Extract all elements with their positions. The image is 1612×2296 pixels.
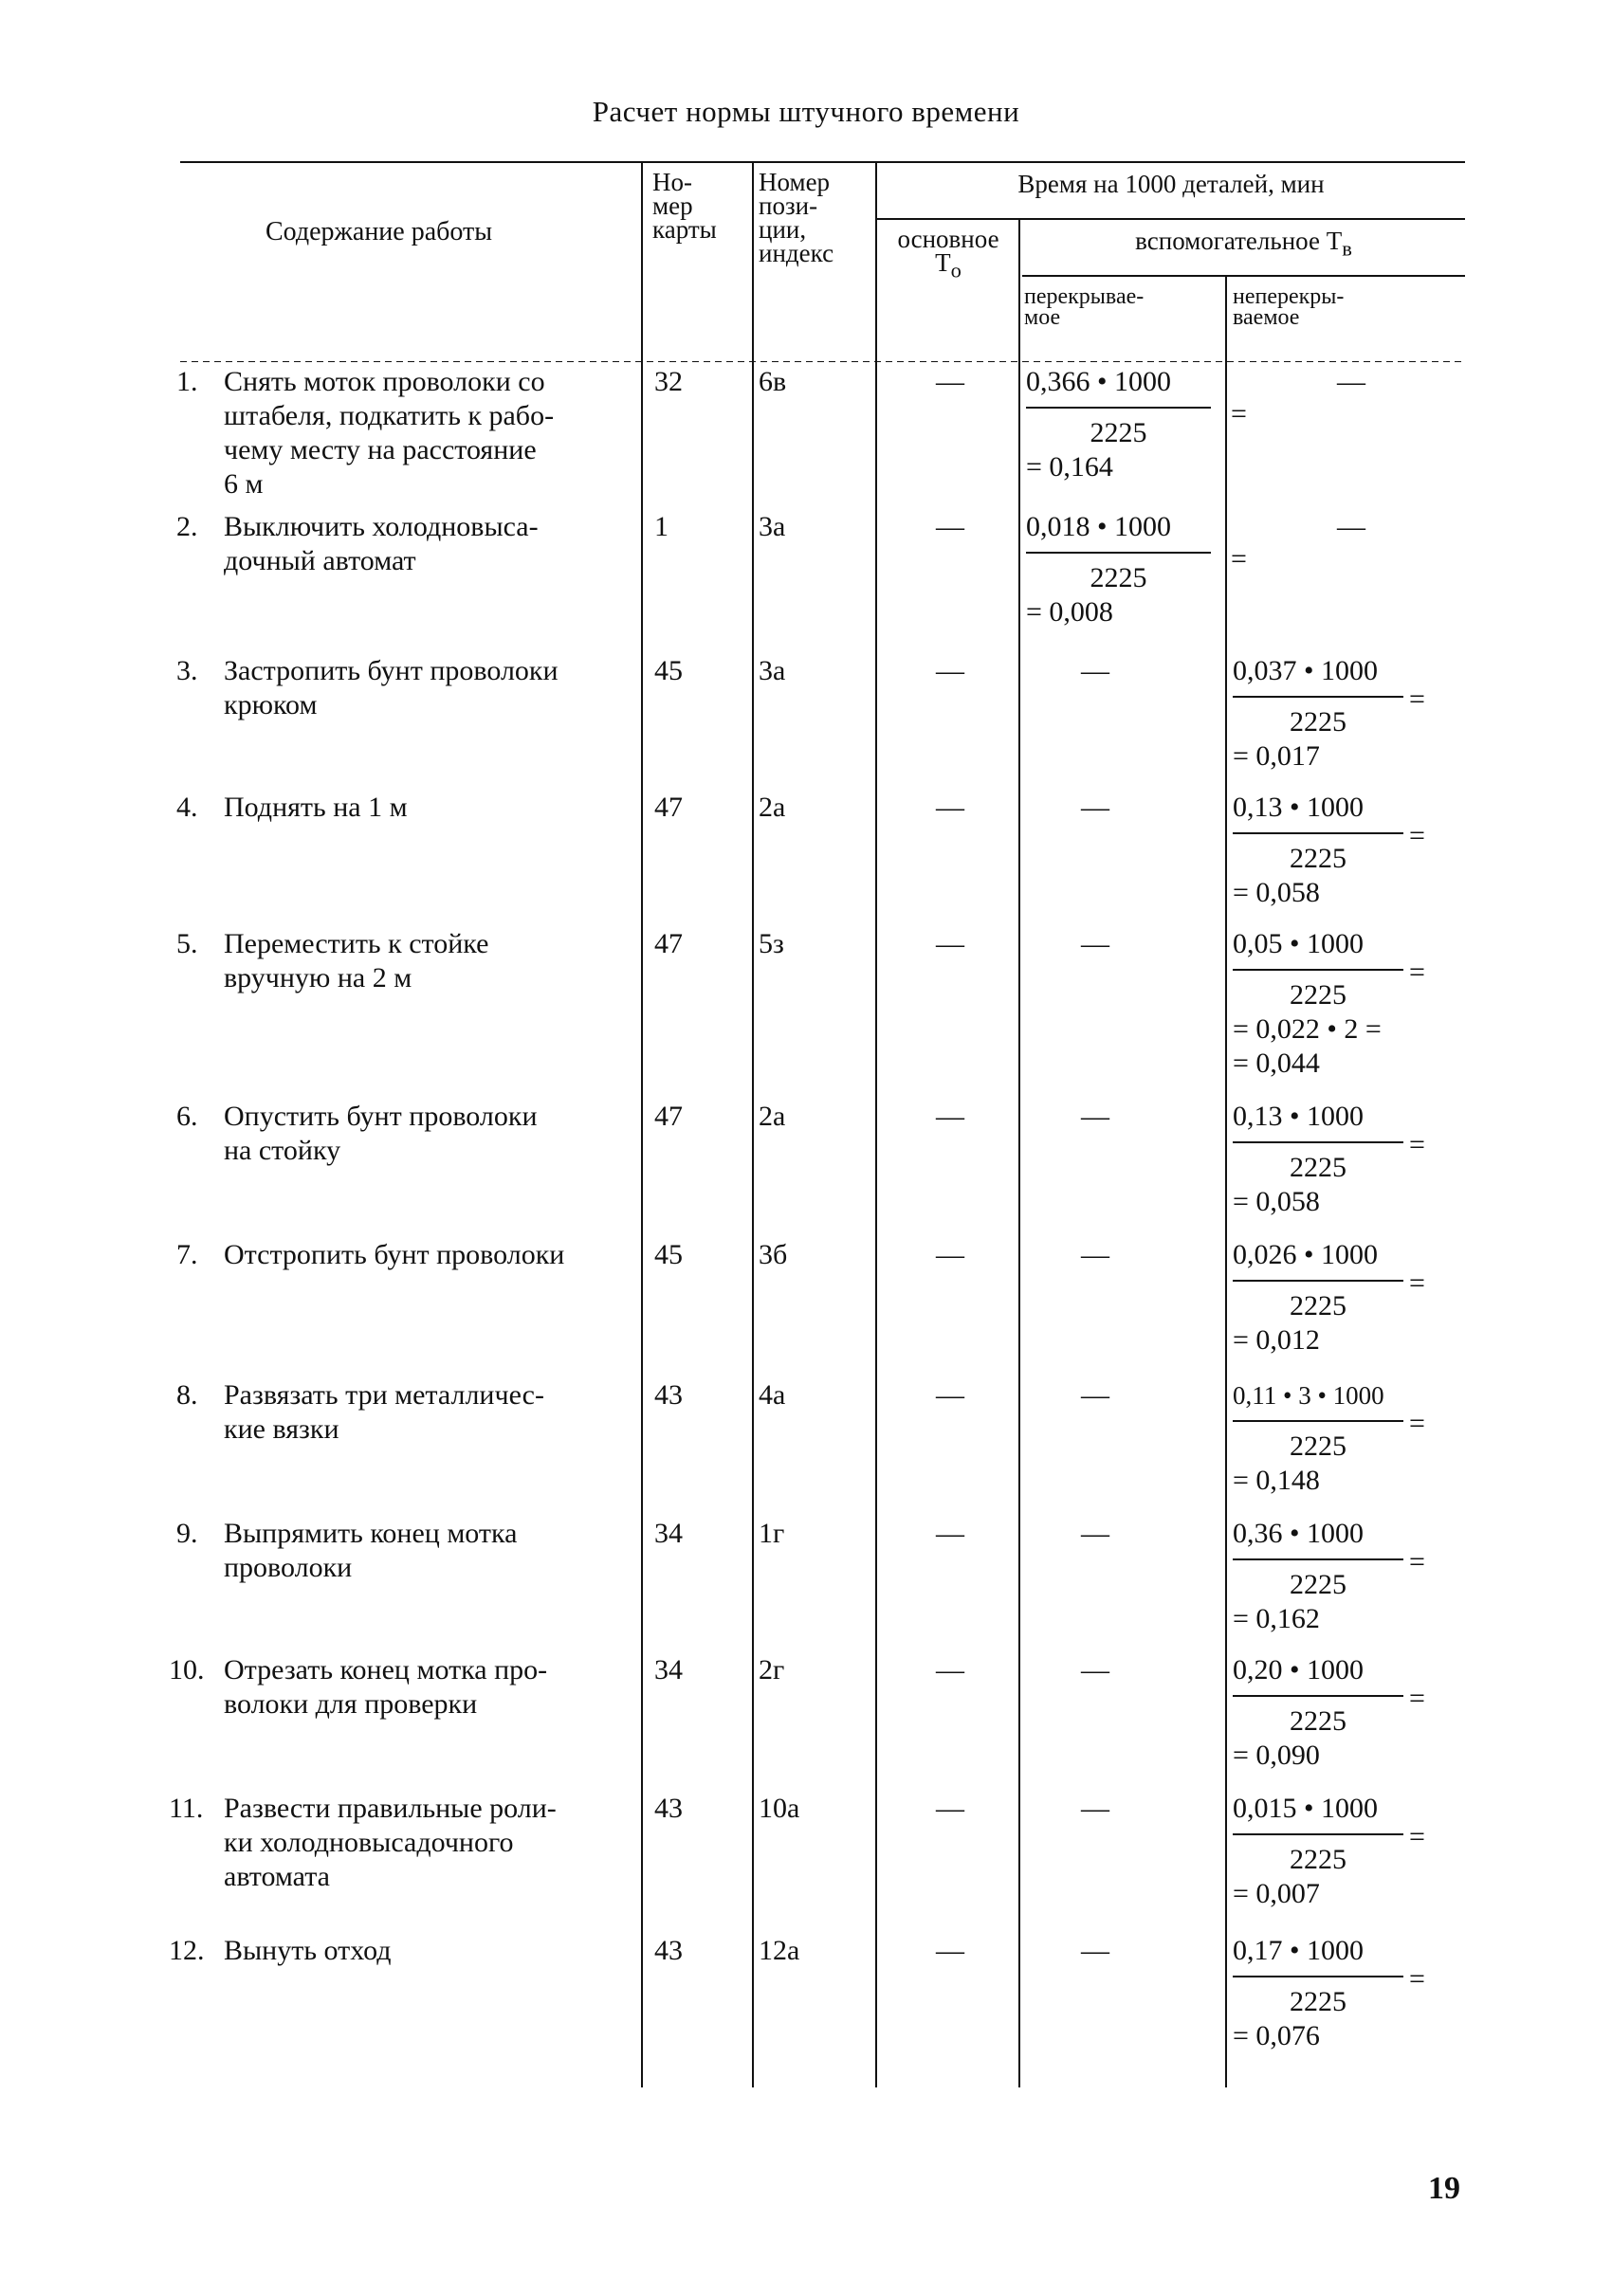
- formula-result: = 0,012: [1233, 1324, 1320, 1356]
- row-description: [224, 510, 649, 578]
- formula-bar: [1026, 407, 1211, 409]
- page-title: Расчет нормы штучного времени: [592, 95, 1020, 128]
- main-time: —: [936, 1518, 964, 1549]
- main-time: —: [936, 1654, 964, 1686]
- equals-sign: =: [1409, 683, 1425, 715]
- nonoverlap-formula: [1233, 1934, 1425, 2053]
- formula-numerator: 0,015 • 1000: [1233, 1793, 1379, 1824]
- row-description-line: кие вязки: [224, 1413, 339, 1445]
- row-description: [224, 654, 649, 722]
- row-description: [224, 1378, 649, 1447]
- formula-bar: [1233, 969, 1403, 971]
- header-pos-line4: индекс: [759, 239, 834, 267]
- formula-result: = 0,058: [1233, 877, 1320, 908]
- formula-result: = 0,058: [1233, 1186, 1320, 1217]
- formula-denominator: 2225: [1090, 417, 1147, 448]
- time-header-rule: [877, 218, 1465, 220]
- main-time: —: [936, 1101, 964, 1132]
- row-number: 10.: [169, 1654, 205, 1686]
- col-divider-pos: [752, 163, 754, 2087]
- formula-denominator: 2225: [1290, 979, 1346, 1011]
- formula-bar: [1233, 1695, 1403, 1697]
- equals-sign: =: [1231, 543, 1247, 574]
- overlap-time: —: [1081, 792, 1109, 823]
- row-number: 4.: [176, 792, 198, 823]
- header-main: [877, 225, 1019, 282]
- formula-result: = 0,008: [1026, 596, 1113, 628]
- formula-denominator: 2225: [1290, 1152, 1346, 1183]
- page-number: 19: [1428, 2171, 1460, 2206]
- row-number: 3.: [176, 655, 198, 686]
- row-number: 6.: [176, 1101, 198, 1132]
- nonoverlap-formula: [1233, 927, 1425, 1081]
- position-index: 4а: [759, 1379, 786, 1411]
- overlap-time: —: [1081, 1518, 1109, 1549]
- formula-bar: [1233, 1420, 1403, 1422]
- main-time: —: [936, 1935, 964, 1966]
- formula-numerator: 0,17 • 1000: [1233, 1935, 1365, 1966]
- table-top-rule: [180, 161, 1465, 163]
- row-number: 1.: [176, 366, 198, 397]
- main-time: —: [936, 655, 964, 686]
- header-pos-line1: Номер: [759, 168, 831, 196]
- overlap-time: —: [1081, 1101, 1109, 1132]
- position-index: 5з: [759, 928, 784, 959]
- nonoverlap-formula: [1233, 1517, 1425, 1636]
- formula-numerator: 0,018 • 1000: [1026, 511, 1172, 542]
- header-time: Время на 1000 деталей, мин: [1017, 170, 1325, 198]
- overlap-time: —: [1081, 928, 1109, 959]
- row-description: [224, 791, 649, 825]
- row-number: 7.: [176, 1239, 198, 1270]
- aux-header-rule: [1022, 275, 1465, 277]
- row-number: 2.: [176, 511, 198, 542]
- row-number: 11.: [169, 1793, 204, 1824]
- row-description: [224, 927, 649, 995]
- header-work: Содержание работы: [266, 217, 493, 246]
- row-description-line: дочный автомат: [224, 545, 416, 576]
- row-number: 8.: [176, 1379, 198, 1411]
- formula-numerator: 0,026 • 1000: [1233, 1239, 1379, 1270]
- row-description-line: Поднять на 1 м: [224, 792, 408, 823]
- formula-bar: [1026, 552, 1211, 554]
- formula-numerator: 0,11 • 3 • 1000: [1233, 1381, 1384, 1410]
- formula-denominator: 2225: [1290, 706, 1346, 738]
- header-pos-line3: ции,: [759, 215, 807, 244]
- formula-numerator: 0,366 • 1000: [1026, 366, 1172, 397]
- overlap-formula: [1026, 365, 1211, 484]
- equals-sign: =: [1409, 1408, 1425, 1439]
- position-index: 3б: [759, 1239, 788, 1270]
- main-time: —: [936, 366, 964, 397]
- header-main-sub: о: [950, 258, 962, 282]
- row-description-line: крюком: [224, 689, 318, 720]
- formula-numerator: 0,36 • 1000: [1233, 1518, 1365, 1549]
- position-index: 3а: [759, 511, 786, 542]
- main-time: —: [936, 928, 964, 959]
- row-description-line: Отстропить бунт проволоки: [224, 1239, 565, 1270]
- formula-denominator: 2225: [1290, 1986, 1346, 2017]
- formula-numerator: 0,13 • 1000: [1233, 792, 1365, 823]
- row-description-line: ки холодновысадочного: [224, 1827, 514, 1858]
- header-overlap-line1: перекрывае-: [1024, 284, 1145, 309]
- position-index: 6в: [759, 366, 787, 397]
- overlap-time: —: [1081, 1379, 1109, 1411]
- header-aux-sub: в: [1342, 236, 1352, 261]
- equals-sign: =: [1409, 1963, 1425, 1995]
- main-time: —: [936, 511, 964, 542]
- formula-numerator: 0,05 • 1000: [1233, 928, 1365, 959]
- card-number: 45: [654, 1239, 683, 1270]
- nonoverlap-formula: [1233, 791, 1425, 910]
- formula-result: = 0,090: [1233, 1740, 1320, 1771]
- header-nonoverlap-line2: ваемое: [1233, 305, 1300, 330]
- formula-result: = 0,148: [1233, 1465, 1320, 1496]
- row-description-line: Развести правильные роли-: [224, 1793, 557, 1824]
- position-index: 2а: [759, 1101, 786, 1132]
- row-number: 9.: [176, 1518, 198, 1549]
- equals-sign: =: [1409, 1267, 1425, 1299]
- row-description-line: Переместить к стойке: [224, 928, 489, 959]
- overlap-formula: [1026, 510, 1211, 629]
- nonoverlap-time: —: [1337, 366, 1365, 397]
- formula-numerator: 0,037 • 1000: [1233, 655, 1379, 686]
- overlap-time: —: [1081, 1793, 1109, 1824]
- equals-sign: =: [1409, 957, 1425, 988]
- formula-numerator: 0,20 • 1000: [1233, 1654, 1365, 1686]
- card-number: 45: [654, 655, 683, 686]
- overlap-time: —: [1081, 655, 1109, 686]
- card-number: 43: [654, 1793, 683, 1824]
- nonoverlap-formula: [1233, 1378, 1425, 1498]
- header-overlap-line2: мое: [1024, 305, 1061, 330]
- row-description-line: Застропить бунт проволоки: [224, 655, 559, 686]
- formula-result: = 0,007: [1233, 1878, 1320, 1909]
- equals-sign: =: [1409, 1683, 1425, 1714]
- equals-sign: =: [1409, 1546, 1425, 1577]
- position-index: 3а: [759, 655, 786, 686]
- row-description-line: автомата: [224, 1861, 330, 1892]
- row-description: [224, 1238, 649, 1272]
- formula-bar: [1233, 1280, 1403, 1282]
- card-number: 32: [654, 366, 683, 397]
- main-time: —: [936, 1793, 964, 1824]
- header-main-symbol: [877, 248, 1019, 282]
- row-description-line: Выключить холодновыса-: [224, 511, 539, 542]
- formula-bar: [1233, 696, 1403, 698]
- equals-sign: =: [1231, 398, 1247, 429]
- formula-numerator: 0,13 • 1000: [1233, 1101, 1365, 1132]
- row-description-line: чему месту на расстояние: [224, 434, 537, 465]
- row-number: 12.: [169, 1935, 205, 1966]
- row-description-line: волоки для проверки: [224, 1688, 478, 1720]
- formula-result: = 0,162: [1233, 1603, 1320, 1634]
- position-index: 1г: [759, 1518, 785, 1549]
- header-aux-label: вспомогательное Т: [1135, 227, 1343, 255]
- formula-bar: [1233, 1976, 1403, 1977]
- nonoverlap-formula: [1233, 654, 1425, 774]
- header-pos-line2: пози-: [759, 191, 818, 220]
- formula-denominator: 2225: [1290, 1705, 1346, 1737]
- col-divider-time: [875, 163, 877, 2087]
- formula-result: = 0,022 • 2 =: [1233, 1013, 1382, 1045]
- overlap-time: —: [1081, 1239, 1109, 1270]
- col-divider-aux: [1018, 220, 1020, 2087]
- formula-bar: [1233, 1558, 1403, 1560]
- nonoverlap-time: —: [1337, 511, 1365, 542]
- header-card-line3: карты: [652, 215, 717, 244]
- row-description: [224, 365, 649, 501]
- header-bottom-rule: [180, 361, 1465, 362]
- row-description-line: Опустить бунт проволоки: [224, 1101, 538, 1132]
- row-description: [224, 1517, 649, 1585]
- row-description-line: штабеля, подкатить к рабо-: [224, 400, 555, 431]
- position-index: 2г: [759, 1654, 785, 1686]
- main-time: —: [936, 1379, 964, 1411]
- equals-sign: =: [1409, 1821, 1425, 1852]
- header-main-label: основное: [897, 225, 999, 253]
- overlap-time: —: [1081, 1935, 1109, 1966]
- formula-denominator: 2225: [1290, 1430, 1346, 1462]
- col-divider-nonoverlap: [1225, 277, 1227, 2087]
- header-main-t: Т: [935, 248, 951, 277]
- header-aux: [1022, 229, 1465, 260]
- header-card-line1: Но-: [652, 168, 692, 196]
- row-description-line: 6 м: [224, 468, 264, 500]
- row-description-line: на стойку: [224, 1135, 341, 1166]
- nonoverlap-formula: [1233, 1100, 1425, 1219]
- row-description-line: Выпрямить конец мотка: [224, 1518, 518, 1549]
- formula-bar: [1233, 1141, 1403, 1143]
- header-pos: [759, 168, 834, 267]
- card-number: 1: [654, 511, 669, 542]
- row-description-line: Отрезать конец мотка про-: [224, 1654, 548, 1686]
- main-time: —: [936, 1239, 964, 1270]
- position-index: 2а: [759, 792, 786, 823]
- row-description-line: Снять моток проволоки со: [224, 366, 545, 397]
- nonoverlap-formula: [1233, 1792, 1425, 1911]
- row-number: 5.: [176, 928, 198, 959]
- row-description: [224, 1792, 649, 1894]
- row-description-line: Вынуть отход: [224, 1935, 392, 1966]
- position-index: 10а: [759, 1793, 800, 1824]
- equals-sign: =: [1409, 820, 1425, 851]
- header-overlap: [1024, 286, 1144, 328]
- formula-result: = 0,076: [1233, 2020, 1320, 2051]
- formula-denominator: 2225: [1290, 1844, 1346, 1875]
- card-number: 43: [654, 1935, 683, 1966]
- formula-result: = 0,017: [1233, 740, 1320, 772]
- main-time: —: [936, 792, 964, 823]
- row-description: [224, 1653, 649, 1722]
- card-number: 34: [654, 1518, 683, 1549]
- nonoverlap-formula: [1233, 1238, 1425, 1358]
- card-number: 47: [654, 928, 683, 959]
- equals-sign: =: [1409, 1129, 1425, 1160]
- formula-result: = 0,044: [1233, 1048, 1320, 1079]
- card-number: 43: [654, 1379, 683, 1411]
- header-card: [652, 168, 717, 244]
- row-description: [224, 1100, 649, 1168]
- row-description-line: вручную на 2 м: [224, 962, 412, 993]
- formula-bar: [1233, 832, 1403, 834]
- header-nonoverlap-line1: неперекры-: [1233, 284, 1345, 309]
- formula-denominator: 2225: [1290, 843, 1346, 874]
- card-number: 47: [654, 792, 683, 823]
- header-nonoverlap: [1233, 286, 1344, 328]
- formula-bar: [1233, 1833, 1403, 1835]
- header-card-line2: мер: [652, 191, 693, 220]
- row-description-line: проволоки: [224, 1552, 353, 1583]
- row-description-line: Развязать три металличес-: [224, 1379, 544, 1411]
- card-number: 34: [654, 1654, 683, 1686]
- formula-result: = 0,164: [1026, 451, 1113, 483]
- row-description: [224, 1934, 649, 1968]
- formula-denominator: 2225: [1290, 1569, 1346, 1600]
- position-index: 12а: [759, 1935, 800, 1966]
- card-number: 47: [654, 1101, 683, 1132]
- formula-denominator: 2225: [1090, 562, 1147, 593]
- overlap-time: —: [1081, 1654, 1109, 1686]
- formula-denominator: 2225: [1290, 1290, 1346, 1321]
- nonoverlap-formula: [1233, 1653, 1425, 1773]
